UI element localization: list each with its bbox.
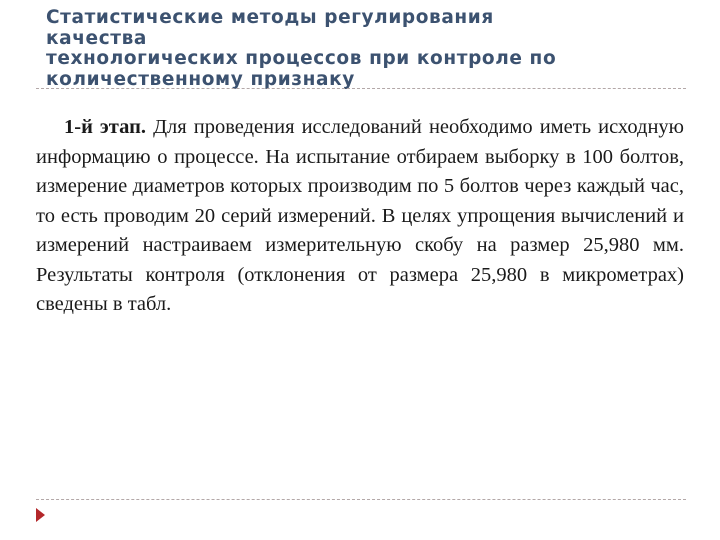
stage-label: 1-й этап. [64,116,147,138]
triangle-right-icon [36,508,45,522]
slide-title [46,8,686,90]
bottom-divider [36,499,686,500]
body-text: Для проведения исследований необходимо иметь исходную информацию о процессе. На испытание отбираем выборку в 100 болтов, измерение диаметров которых производим по 5 болтов через каждый час, то есть проводим 20 серий измерений. В целях упрощения вычислений и измерений настраиваем измерительную скобу на размер 25,980 мм. Результаты контроля (отклонения от размера 25,980 в микрометрах) сведены в табл. [36,116,684,315]
top-divider [36,88,686,89]
slide-title-line: технологических процессов при контроле по [46,48,557,69]
body-paragraph [36,113,684,320]
slide-title-line: качества [46,27,147,49]
slide-title-line: Статистические методы регулирования [46,7,494,28]
slide-title-line: количественному признаку [46,68,355,90]
